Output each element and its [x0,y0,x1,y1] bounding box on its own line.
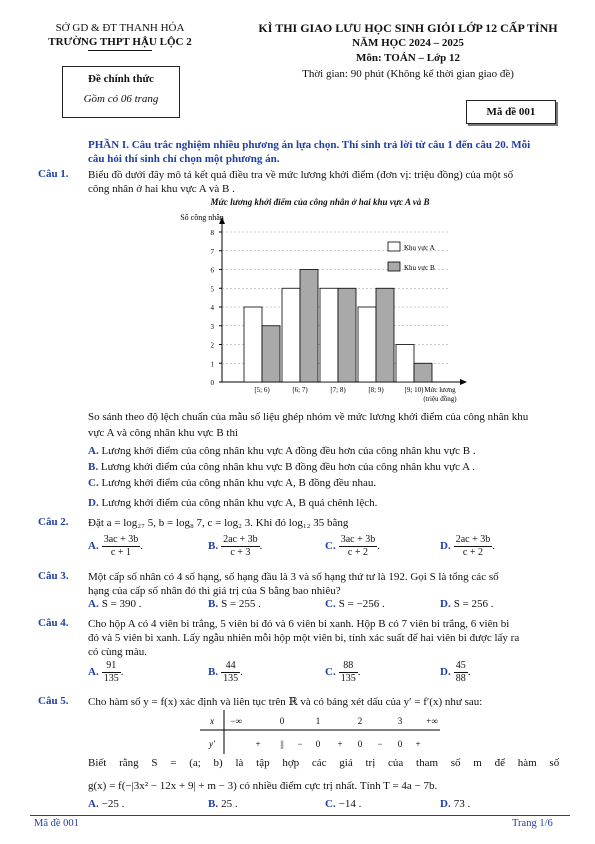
option-text: 73 . [453,798,471,810]
frac-den: 135 [223,673,239,684]
official-label: Đề chính thức [88,73,154,85]
bar-a [244,307,262,382]
q4-option-a[interactable]: A. $\frac{91}{135}$ . [88,660,124,684]
q4-label: Câu 4. [38,617,69,629]
q2-option-a[interactable]: A. $\frac{3ac + 3b}{c + 1}$ . [88,534,143,558]
x-axis-arrow [460,379,467,385]
sign-cell: + [255,739,261,749]
sign-table-svg [200,710,440,754]
q3-option-b[interactable] [208,598,261,610]
x-tick-label: [8; 9) [368,386,384,394]
frac-num: 2ac + 3b [455,534,491,545]
q4-option-c[interactable]: C. $\frac{88}{135}$ . [325,660,361,684]
q1-option-c[interactable] [88,476,578,492]
q5-text-2: Biết rằng S = (a; b) là tập hợp các giá trị của tham số m để hàm số [88,757,560,769]
part1-title-cont: câu hỏi thí sinh chỉ chọn một phương án. [88,153,280,165]
option-letter: B. [208,598,219,610]
chart-title: Mức lương khởi điểm của công nhân ở hai khu vực A và B [210,197,430,207]
option-letter: C. [325,540,336,553]
q2-stem: Đặt a = log₂₇ 5, b = log₈ 7, c = log₂ 3. Khi đó log₁₂ 35 bằng [88,517,349,529]
exam-code-box: Mã đề 001 [466,100,556,124]
bar-b [262,326,280,382]
option-letter: A. [88,540,99,553]
bar-b [414,363,432,382]
y-tick-label: 5 [210,285,214,294]
bar-a [320,288,338,382]
q5-label: Câu 5. [38,695,69,707]
footer-rule [30,815,570,816]
y-tick-label: 1 [210,360,214,369]
y-tick-label: 0 [210,379,214,387]
frac-den: c + 3 [230,547,251,558]
frac-num: 44 [221,660,240,673]
q5-option-d[interactable] [440,798,470,810]
legend-label: Khu vực A [404,244,435,252]
sign-cell: − [377,739,383,749]
exam-time: Thời gian: 90 phút (Không kể thời gian giao đề) [302,68,514,80]
legend-label: Khu vực B [404,264,435,272]
frac-num: 3ac + 3b [340,534,376,545]
q1-label: Câu 1. [38,168,69,180]
q2-option-d[interactable]: D. $\frac{2ac + 3b}{c + 2}$ . [440,534,495,558]
option-text: S = −256 . [338,598,385,610]
option-letter: D. [440,598,451,610]
q5-option-a[interactable] [88,798,124,810]
frac-den: 135 [340,673,356,684]
option-letter: B. [88,461,99,473]
chart-container [160,208,500,408]
option-letter: C. [88,477,99,489]
exam-year: NĂM HỌC 2024 – 2025 [352,37,464,49]
option-letter: A. [88,798,99,810]
bar-chart [160,208,500,408]
bar-a [358,307,376,382]
option-letter: D. [440,798,451,810]
bar-b [300,270,318,383]
footer-code: Mã đề 001 [34,818,79,829]
y-row-label: y′ [209,739,215,749]
q4-option-b[interactable]: B. $\frac{44}{135}$ . [208,660,243,684]
option-letter: C. [325,598,336,610]
q4-text-2: đỏ và 5 viên bi xanh. Lấy ngẫu nhiên mỗi hộp một viên bi, tính xác suất để hai viên bi được lấy ra [88,632,520,644]
sign-cell: + [415,739,421,749]
q1-option-d[interactable] [88,496,578,512]
frac-num: 88 [339,660,358,673]
q5-option-c[interactable] [325,798,361,810]
q1-option-b[interactable] [88,460,578,476]
y-tick-label: 6 [210,266,214,275]
y-axis-label: Số công nhân [180,213,224,222]
option-text: S = 256 . [453,598,494,610]
x-tick-label: [9; 10) [404,386,424,394]
x-row-label: x [210,716,214,726]
option-letter: A. [88,598,99,610]
frac-den: c + 1 [110,547,131,558]
option-letter: C. [325,798,336,810]
bar-a [396,345,414,383]
x-tick-label: [7; 8) [330,386,346,394]
frac-den: 135 [103,673,119,684]
q2-option-b[interactable]: B. $\frac{2ac + 3b}{c + 3}$ . [208,534,263,558]
x-value: −∞ [230,716,242,726]
sign-cell: || [280,739,284,749]
x-axis-label: Mức lương [424,386,456,394]
option-letter: C. [325,666,336,679]
school-underline [88,50,152,51]
q5-option-b[interactable] [208,798,238,810]
y-tick-label: 4 [210,304,214,312]
bar-b [376,288,394,382]
x-value: 3 [397,716,403,726]
frac-num: 3ac + 3b [103,534,139,545]
q2-option-c[interactable]: C. $\frac{3ac + 3b}{c + 2}$ . [325,534,380,558]
option-text: Lương khởi điểm của công nhân khu vực A đồng đều hơn của công nhân khu vực B . [101,445,476,457]
frac-den: 88 [455,673,466,684]
q5-text-3: g(x) = f(−|3x² − 12x + 9| + m − 3) có nhiều điểm cực trị nhất. Tính T = 4a − 7b. [88,780,438,792]
option-text: Lương khởi điểm của công nhân khu vực B đồng đều hơn của công nhân khu vực A . [100,461,475,473]
page-count: Gồm có 06 trang [83,93,159,105]
dept-name: SỞ GD & ĐT THANH HÓA [55,22,185,34]
sign-cell: − [297,739,303,749]
option-letter: A. [88,666,99,679]
q3-label: Câu 3. [38,570,69,582]
option-text: −14 . [338,798,362,810]
official-box [62,66,180,118]
q1-text-1: Biểu đồ dưới đây mô tả kết quả điều tra về mức lương khởi điểm (đơn vị: triệu đồng) của một số [88,169,514,181]
bar-b [338,288,356,382]
sign-cell: 0 [315,739,321,749]
y-tick-label: 7 [210,247,214,256]
bar-a [282,288,300,382]
legend-swatch [388,242,400,251]
x-value: 0 [279,716,285,726]
sign-cell: + [337,739,343,749]
q4-text-3: có cùng màu. [88,646,147,658]
option-letter: B. [208,666,219,679]
x-axis-label-unit: (triệu đồng) [423,395,457,403]
q1-compare-1: So sánh theo độ lệch chuẩn của mẫu số liệu ghép nhóm về mức lương khởi điểm của công nhân khu [88,411,529,423]
option-letter: A. [88,445,99,457]
option-letter: B. [208,540,219,553]
x-value: +∞ [426,716,438,726]
y-tick-label: 3 [210,322,214,331]
option-text: S = 390 . [101,598,142,610]
sign-table [200,710,440,754]
x-value: 1 [315,716,321,726]
option-letter: D. [88,497,99,509]
part1-title: PHẦN I. Câu trắc nghiệm nhiều phương án lựa chọn. Thí sinh trả lời từ câu 1 đến câu 20. Mỗi [88,139,531,151]
q1-text-2: công nhân ở hai khu vực A và B . [88,183,235,195]
frac-den: c + 2 [462,547,483,558]
option-letter: D. [440,540,451,553]
school-name: TRƯỜNG THPT HẬU LỘC 2 [48,36,192,48]
q2-label: Câu 2. [38,516,69,528]
x-value: 2 [357,716,363,726]
option-text: Lương khởi điểm của công nhân khu vực A, B đồng đều nhau. [101,477,377,489]
q3-option-c[interactable] [325,598,385,610]
q3-option-a[interactable] [88,598,142,610]
option-text: S = 255 . [221,598,261,610]
y-tick-label: 8 [210,229,214,237]
q1-options [88,444,578,512]
frac-num: 91 [102,660,121,673]
option-text: −25 . [101,798,125,810]
q4-text-1: Cho hộp A có 4 viên bi trắng, 5 viên bi đỏ và 6 viên bi xanh. Hộp B có 7 viên bi trắng, 6 viên bi [88,618,510,630]
option-letter: D. [440,666,451,679]
q3-text-1: Một cấp số nhân có 4 số hạng, số hạng đầu là 3 và số hạng thứ tư là 192. Gọi S là tổng các số [88,571,499,583]
option-text: Lương khởi điểm của công nhân khu vực A, B quá chênh lệch. [101,497,378,509]
exam-subject: Môn: TOÁN – Lớp 12 [355,52,461,64]
x-tick-label: [5; 6) [254,386,270,394]
sign-cell: 0 [397,739,403,749]
q4-option-d[interactable]: D. $\frac{45}{88}$ . [440,660,471,684]
sign-cell: 0 [357,739,363,749]
frac-num: 45 [455,660,466,671]
y-tick-label: 2 [210,341,214,350]
x-tick-label: [6; 7) [292,386,308,394]
option-text: 25 . [221,798,238,810]
frac-den: c + 2 [347,547,368,558]
q5-text-1: Cho hàm số y = f(x) xác định và liên tục trên ℝ và có bảng xét dấu của y′ = f′(x) như sau: [88,696,483,708]
legend-swatch [388,262,400,271]
q1-compare-2: vực A và công nhân khu vực B thì [88,427,239,439]
frac-num: 2ac + 3b [223,534,258,545]
option-letter: B. [208,798,219,810]
q3-option-d[interactable] [440,598,494,610]
q1-option-a[interactable] [88,444,578,460]
q3-text-2: hạng của cấp số nhân đó thì giá trị của S bằng bao nhiêu? [88,585,341,597]
exam-title: KÌ THI GIAO LƯU HỌC SINH GIỎI LỚP 12 CẤP TỈNH [258,21,558,35]
footer-page: Trang 1/6 [512,818,553,829]
